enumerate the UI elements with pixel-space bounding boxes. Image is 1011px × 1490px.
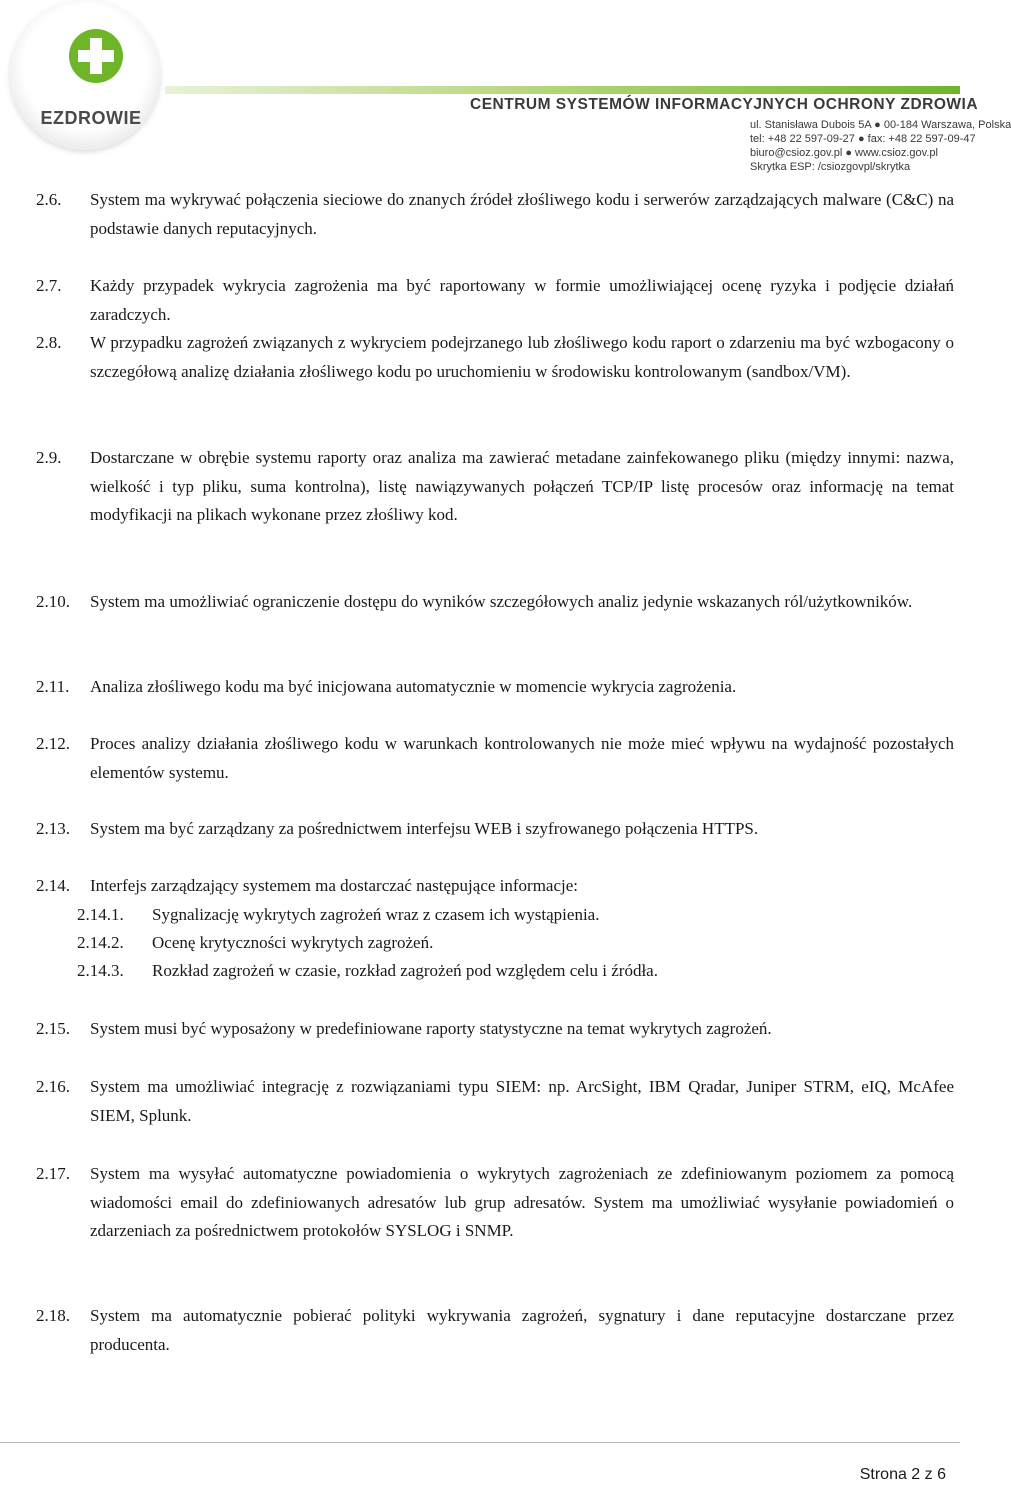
item-text: Dostarczane w obrębie systemu raporty oraz analiza ma zawierać metadane zainfekowanego pliku (między innymi: nazwa, wielkość i typ pliku, suma kontrolna), listę nawiązywanych połączeń TCP/IP listę procesów oraz informację na temat modyfikacji na plikach wykonane przez złośliwy kod.: [90, 448, 954, 524]
item-number: 2.14.: [36, 876, 70, 895]
list-item: [36, 444, 954, 530]
sub-item-text: Rozkład zagrożeń w czasie, rozkład zagrożeń pod względem celu i źródła.: [152, 961, 658, 980]
footer-divider: [0, 1442, 960, 1443]
item-number: 2.8.: [36, 333, 62, 352]
list-item: [36, 272, 954, 329]
item-text: System ma być zarządzany za pośrednictwem interfejsu WEB i szyfrowanego połączenia HTTPS.: [90, 819, 759, 838]
logo-text: EZDROWIE: [40, 108, 142, 128]
list-item: [36, 815, 954, 844]
header-gradient-bar: [165, 86, 960, 94]
sub-item-text: Sygnalizację wykrytych zagrożeń wraz z czasem ich wystąpienia.: [152, 905, 600, 924]
item-number: 2.6.: [36, 190, 62, 209]
list-item: [36, 186, 954, 243]
sub-list-item: [77, 929, 937, 958]
item-text: System ma wysyłać automatyczne powiadomienia o wykrytych zagrożeniach ze zdefiniowanym poziomem za pomocą wiadomości email do zdefiniowanych adresatów lub grup adresatów. System ma umożliwiać wysyłanie powiadomień o zdarzeniach za pośrednictwem protokołów SYSLOG i SNMP.: [90, 1164, 954, 1240]
list-item: [36, 588, 954, 617]
item-number: 2.7.: [36, 276, 62, 295]
item-number: 2.12.: [36, 734, 70, 753]
item-text: W przypadku zagrożeń związanych z wykryciem podejrzanego lub złośliwego kodu raport o zdarzeniu ma być wzbogacony o szczegółową analizę działania złośliwego kodu po uruchomieniu w środowisku kontrolowanym (sandbox/VM).: [90, 333, 954, 381]
page-header: [0, 0, 1011, 173]
item-text: System ma wykrywać połączenia sieciowe do znanych źródeł złośliwego kodu i serwerów zarządzających malware (C&C) na podstawie danych reputacyjnych.: [90, 190, 954, 238]
item-text: System ma umożliwiać ograniczenie dostępu do wyników szczegółowych analiz jedynie wskazanych ról/użytkowników.: [90, 592, 913, 611]
item-text: Proces analizy działania złośliwego kodu w warunkach kontrolowanych nie może mieć wpływu na wydajność pozostałych elementów systemu.: [90, 734, 954, 782]
item-number: 2.17.: [36, 1164, 70, 1183]
list-item: [36, 673, 954, 702]
list-item: [36, 1302, 954, 1359]
sub-item-text: Ocenę krytyczności wykrytych zagrożeń.: [152, 933, 434, 952]
list-item: [36, 1073, 954, 1130]
item-number: 2.10.: [36, 592, 70, 611]
list-item: [36, 1160, 954, 1246]
item-text: Każdy przypadek wykrycia zagrożenia ma być raportowany w formie umożliwiającej ocenę ryzyka i podjęcie działań zaradczych.: [90, 276, 954, 324]
sub-item-number: 2.14.3.: [77, 961, 124, 980]
org-phone: tel: +48 22 597-09-27 ● fax: +48 22 597-09-47: [750, 133, 976, 145]
org-address: ul. Stanisława Dubois 5A ● 00-184 Warszawa, Polska: [750, 119, 1011, 131]
org-esp: Skrytka ESP: /csiozgovpl/skrytka: [750, 161, 911, 173]
item-number: 2.15.: [36, 1019, 70, 1038]
page-number: Strona 2 z 6: [859, 1466, 946, 1483]
list-item: [36, 329, 954, 386]
organization-name: CENTRUM SYSTEMÓW INFORMACYJNYCH OCHRONY ZDROWIA: [470, 96, 979, 113]
sub-item-number: 2.14.1.: [77, 905, 124, 924]
item-number: 2.11.: [36, 677, 70, 696]
item-text: System musi być wyposażony w predefiniowane raporty statystyczne na temat wykrytych zagrożeń.: [90, 1019, 772, 1038]
item-text: System ma automatycznie pobierać polityki wykrywania zagrożeń, sygnatury i dane reputacyjne dostarczane przez producenta.: [90, 1306, 954, 1354]
item-number: 2.16.: [36, 1077, 70, 1096]
sub-list-item: [77, 957, 937, 986]
list-item: [36, 1015, 954, 1044]
item-number: 2.9.: [36, 448, 62, 467]
org-email-web: biuro@csioz.gov.pl ● www.csioz.gov.pl: [750, 147, 938, 159]
item-number: 2.18.: [36, 1306, 70, 1325]
list-item: [36, 872, 954, 901]
list-item: [36, 730, 954, 787]
sub-list-item: [77, 901, 937, 930]
item-text: Analiza złośliwego kodu ma być inicjowana automatycznie w momencie wykrycia zagrożenia.: [90, 677, 737, 696]
item-text: Interfejs zarządzający systemem ma dostarczać następujące informacje:: [90, 876, 579, 895]
item-text: System ma umożliwiać integrację z rozwiązaniami typu SIEM: np. ArcSight, IBM Qradar, Juniper STRM, eIQ, McAfee SIEM, Splunk.: [90, 1077, 954, 1125]
medical-cross-icon: [68, 28, 124, 84]
sub-item-number: 2.14.2.: [77, 933, 124, 952]
item-number: 2.13.: [36, 819, 70, 838]
